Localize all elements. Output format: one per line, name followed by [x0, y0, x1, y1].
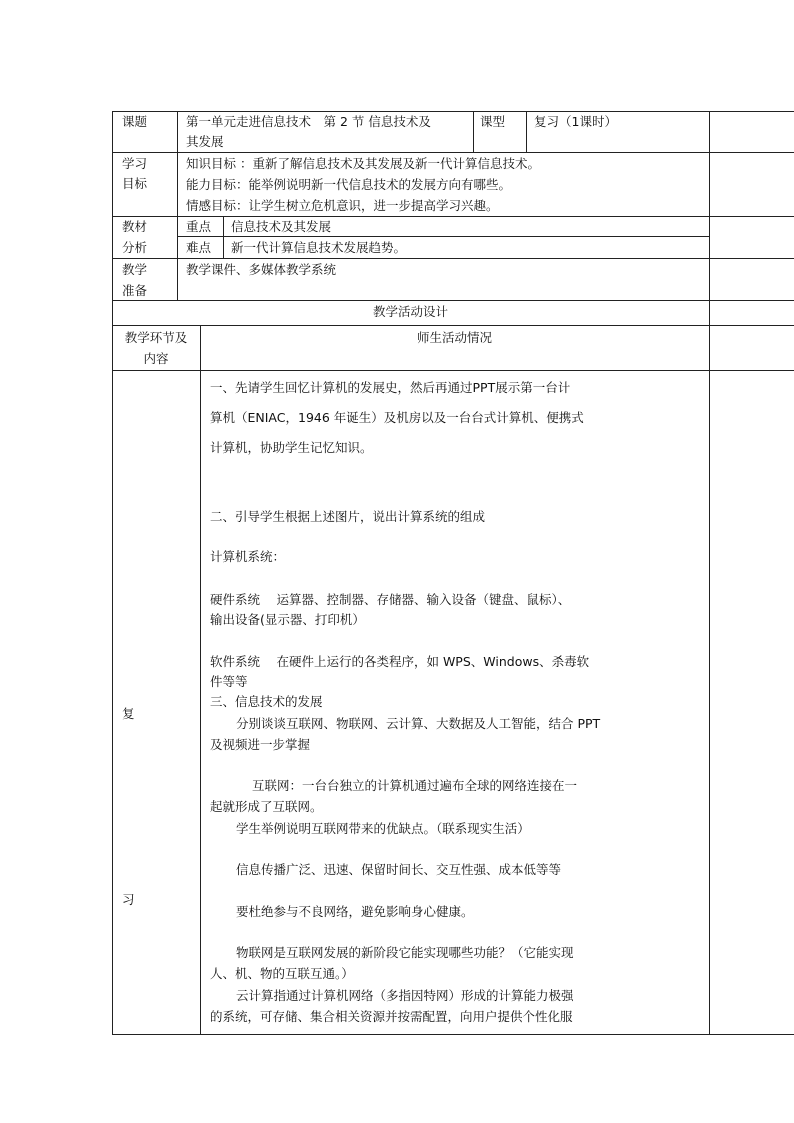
materials-label-line1: 教材	[122, 219, 148, 234]
content-line: 计算机系统：	[210, 549, 286, 564]
rule	[112, 258, 794, 259]
stage-column-header-line1: 教学环节及	[124, 330, 188, 345]
rule	[112, 1034, 794, 1035]
content-line: 软件系统 在硬件上运行的各类程序，如 WPS、Windows、杀毒软	[210, 654, 590, 669]
difficult-point-label: 难点	[186, 240, 212, 255]
rule	[112, 325, 794, 326]
rule	[223, 216, 224, 258]
content-line: 要杜绝参与不良网络，避免影响身心健康。	[236, 904, 474, 919]
rule	[112, 111, 113, 1035]
content-line: 输出设备(显示器、打印机）	[210, 612, 365, 627]
content-line: 三、信息技术的发展	[210, 694, 323, 709]
activity-design-header: 教学活动设计	[372, 304, 448, 319]
lesson-type-label: 课型	[480, 114, 506, 129]
content-line: 互联网：一台台独立的计算机通过遍布全球的网络连接在一	[252, 778, 578, 793]
rule	[112, 152, 794, 153]
key-point-label: 重点	[186, 219, 212, 234]
subject-label: 课题	[122, 114, 148, 129]
content-line: 及视频进一步掌握	[210, 737, 311, 752]
rule	[709, 111, 710, 1035]
content-line: 算机（ENIAC，1946 年诞生）及机房以及一台台式计算机、便携式	[210, 410, 584, 425]
content-line: 分别谈谈互联网、物联网、云计算、大数据及人工智能，结合 PPT	[236, 716, 601, 731]
content-line: 一、先请学生回忆计算机的发展史，然后再通过PPT展示第一台计	[210, 380, 571, 395]
content-line: 的系统，可存储、集合相关资源并按需配置，向用户提供个性化服	[210, 1009, 573, 1024]
activity-column-header: 师生活动情况	[416, 330, 492, 345]
objectives-label-line2: 目标	[122, 176, 148, 191]
rule	[473, 111, 474, 152]
knowledge-objective: 知识目标 ：重新了解信息技术及其发展及新一代计算信息技术。	[186, 156, 540, 171]
emotion-objective: 情感目标：让学生树立危机意识，进一步提高学习兴趣。	[186, 198, 499, 213]
content-line: 云计算指通过计算机网络（多指因特网）形成的计算能力极强	[236, 988, 574, 1003]
content-line: 起就形成了互联网。	[210, 799, 323, 814]
content-line: 学生举例说明互联网带来的优缺点。（联系现实生活）	[236, 821, 530, 836]
content-line: 人、机、物的互联互通。）	[210, 966, 354, 981]
stage-char-1: 复	[122, 706, 135, 721]
rule	[177, 111, 178, 300]
content-line: 二、引导学生根据上述图片，说出计算系统的组成	[210, 509, 486, 524]
lesson-title-line2: 其发展	[186, 134, 224, 149]
content-line: 信息传播广泛、迅速、保留时间长、交互性强、成本低等等	[236, 862, 562, 877]
lesson-title-line1: 第一单元走进信息技术 第 2 节 信息技术及	[186, 114, 431, 129]
key-point-value: 信息技术及其发展	[231, 219, 332, 234]
prep-label-line1: 教学	[122, 262, 148, 277]
stage-column-header-line2: 内容	[143, 351, 169, 366]
content-line: 计算机，协助学生记忆知识。	[210, 440, 373, 455]
rule	[112, 370, 794, 371]
prep-label-line2: 准备	[122, 283, 148, 298]
prep-value: 教学课件、多媒体教学系统	[186, 262, 337, 277]
content-line: 硬件系统 运算器、控制器、存储器、输入设备（键盘、鼠标）、	[210, 592, 571, 607]
rule	[526, 111, 527, 152]
materials-label-line2: 分析	[122, 240, 148, 255]
rule	[112, 300, 794, 301]
stage-char-2: 习	[122, 892, 135, 907]
rule	[200, 325, 201, 1034]
content-line: 件等等	[210, 674, 248, 689]
content-line: 物联网是互联网发展的新阶段它能实现哪些功能？（它能实现	[236, 945, 574, 960]
objectives-label-line1: 学习	[122, 156, 148, 171]
difficult-point-value: 新一代计算信息技术发展趋势。	[231, 240, 407, 255]
ability-objective: 能力目标：能举例说明新一代信息技术的发展方向有哪些。	[186, 177, 512, 192]
lesson-type-value: 复习（1课时）	[534, 114, 617, 129]
rule	[112, 216, 794, 217]
